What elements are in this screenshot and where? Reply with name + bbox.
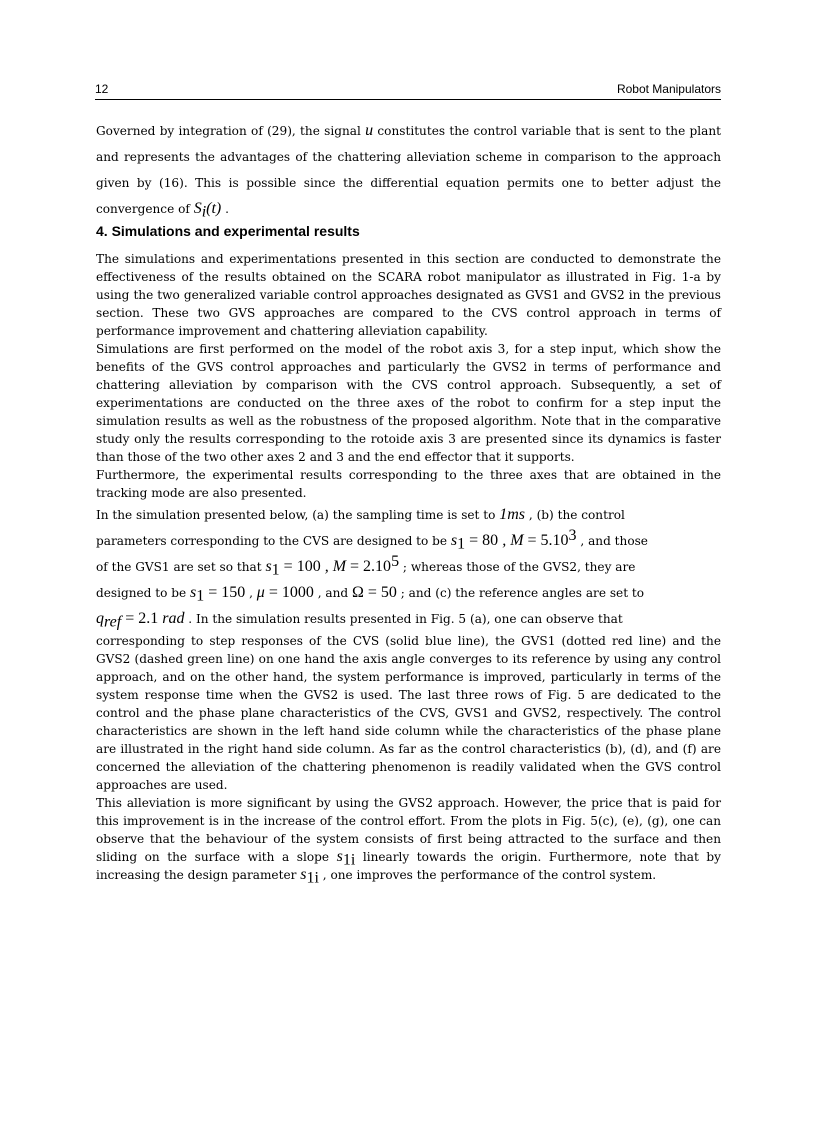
sim-text: parameters corresponding to the CVS are designed to be	[96, 534, 451, 548]
math-q: q	[96, 610, 104, 627]
paragraph: The simulations and experimentations presented in this section are conducted to demonstrate the effectiveness of the results obtained on the SCARA robot manipulator as illustrated in Fig. 1-a by using the two generalized variable control approaches designated as GVS1 and GVS2 in the previous section. These two GVS approaches are compared to the CVS control approach in terms of performance improvement and chattering alleviation capability.	[96, 252, 721, 338]
sim-text: designed to be	[96, 586, 190, 600]
paragraph: Furthermore, the experimental results corresponding to the three axes that are obtained in the tracking mode are also presented.	[96, 468, 721, 500]
math-s: s	[336, 848, 343, 865]
page-number: 12	[95, 82, 109, 96]
paragraph: Simulations are first performed on the model of the robot axis 3, for a step input, which show the benefits of the GVS control approaches and particularly the GVS2 in terms of performance and chattering alleviation by comparison with the CVS control approach. Subsequently, a set of experimentations are conducted on the three axes of the robot to confirm for a step input the simulation results as well as the robustness of the proposed algorithm. Note that in the comparative study only the results corresponding to the rotoide axis 3 are presented since its dynamics is faster than those of the two other axes 2 and 3 and the end effector that it supports.	[96, 342, 721, 464]
math-gvs2-omega: = 50	[363, 584, 397, 601]
math-cvs-m: = 5.10	[523, 532, 569, 549]
sim-text: , and those	[576, 534, 648, 548]
math-s: s	[265, 558, 272, 575]
math-q-value: = 2.1	[121, 610, 163, 627]
intro-text: .	[221, 202, 229, 216]
math-cvs-s1: = 80	[465, 532, 499, 549]
math-sub-ref: ref	[104, 613, 122, 631]
final-text: linearly towards the origin. Furthermore, note that by increasing the design parameter	[96, 850, 722, 882]
math-sub-1: 1	[271, 561, 280, 579]
math-exponent: 3	[568, 526, 577, 544]
math-m: , M	[320, 558, 347, 575]
book-title: Robot Manipulators	[616, 82, 721, 96]
sim-text: corresponding to step responses of the CVS (solid blue line), the GVS1 (dotted red line) and the GVS2 (dashed green line) on one hand the axis angle converges to its reference by using any control approach, and on the other hand, the system performance is improved, particularly in terms of the system response time when the GVS2 is used. The last three rows of Fig. 5 are dedicated to the control and the phase plane characteristics of the CVS, GVS1 and GVS2, respectively. The control characteristics are shown in the left hand side column while the characteristics of the phase plane are illustrated in the right hand side column. As far as the control characteristics (b), (d), and (f) are concerned the alleviation of the chattering phenomenon is readily validated when the GVS control approaches are used.	[96, 634, 721, 792]
math-sub-i: i	[201, 203, 207, 221]
sim-line-1	[96, 502, 721, 528]
simulation-paragraph	[96, 502, 721, 794]
math-sub-1: 1	[196, 587, 205, 605]
math-m: , M	[498, 532, 524, 549]
sim-line-4: designed to be $s_1 = 150$ , μ = 1000 , and Ω = 50 ; and (c) the reference angles are set to	[96, 584, 645, 605]
final-text: , one improves the performance of the control system.	[318, 868, 657, 882]
intro-paragraph	[96, 118, 721, 222]
sim-text: of the GVS1 are set so that	[96, 560, 266, 574]
sim-text: . In the simulation results presented in Fig. 5 (a), one can observe that	[184, 612, 623, 626]
math-s: s	[189, 584, 197, 601]
math-exponent: 5	[391, 552, 400, 570]
math-rad: rad	[162, 610, 185, 627]
math-gvs1-s1: = 100	[279, 558, 321, 575]
running-header	[95, 82, 721, 100]
final-text: This alleviation is more significant by using the GVS2 approach. However, the price that is paid for this improvement is in the increase of the control effort. From the plots in Fig. 5(c), (e), (g), one can observe that the behaviour of the system consists of first being attracted to the surface and then sliding on the surface with a slope	[96, 796, 721, 864]
sim-text: ; and (c) the reference angles are set to	[396, 586, 645, 600]
intro-text: Governed by integration of (29), the signal	[96, 124, 366, 138]
sim-text: , (b) the control	[525, 508, 625, 522]
sim-line-3	[96, 554, 721, 580]
math-gvs1-m: = 2.10	[346, 558, 392, 575]
math-arg-t: (t)	[206, 200, 222, 217]
sim-text: , and	[313, 586, 352, 600]
math-mu: μ	[256, 584, 265, 601]
math-s: s	[300, 866, 307, 883]
sim-line-5	[96, 606, 721, 632]
final-paragraph	[96, 794, 722, 887]
math-sampling-time: 1ms	[499, 506, 526, 523]
sim-text: In the simulation presented below, (a) the sampling time is set to	[96, 508, 500, 522]
math-sub-1i: 1i	[306, 869, 319, 887]
math-sub-1: 1	[457, 535, 466, 553]
math-s: s	[450, 532, 458, 549]
section-body	[96, 250, 722, 887]
math-s: S	[193, 200, 202, 217]
math-gvs2-s1: = 150	[204, 584, 246, 601]
math-u: u	[365, 122, 374, 139]
sim-line-2	[96, 528, 721, 554]
math-gvs2-mu: = 1000	[264, 584, 314, 601]
math-omega: Ω	[351, 584, 364, 601]
section-heading: 4. Simulations and experimental results	[96, 223, 360, 239]
sim-text: ; whereas those of the GVS2, they are	[399, 560, 636, 574]
intro-text: constitutes the control variable that is sent to the plant and represents the advantages of the chattering alleviation scheme in comparison to the approach given by (16). This is possible since the differential equation permits one to better adjust the convergence of	[96, 124, 721, 216]
math-sub-1i: 1i	[342, 851, 356, 869]
